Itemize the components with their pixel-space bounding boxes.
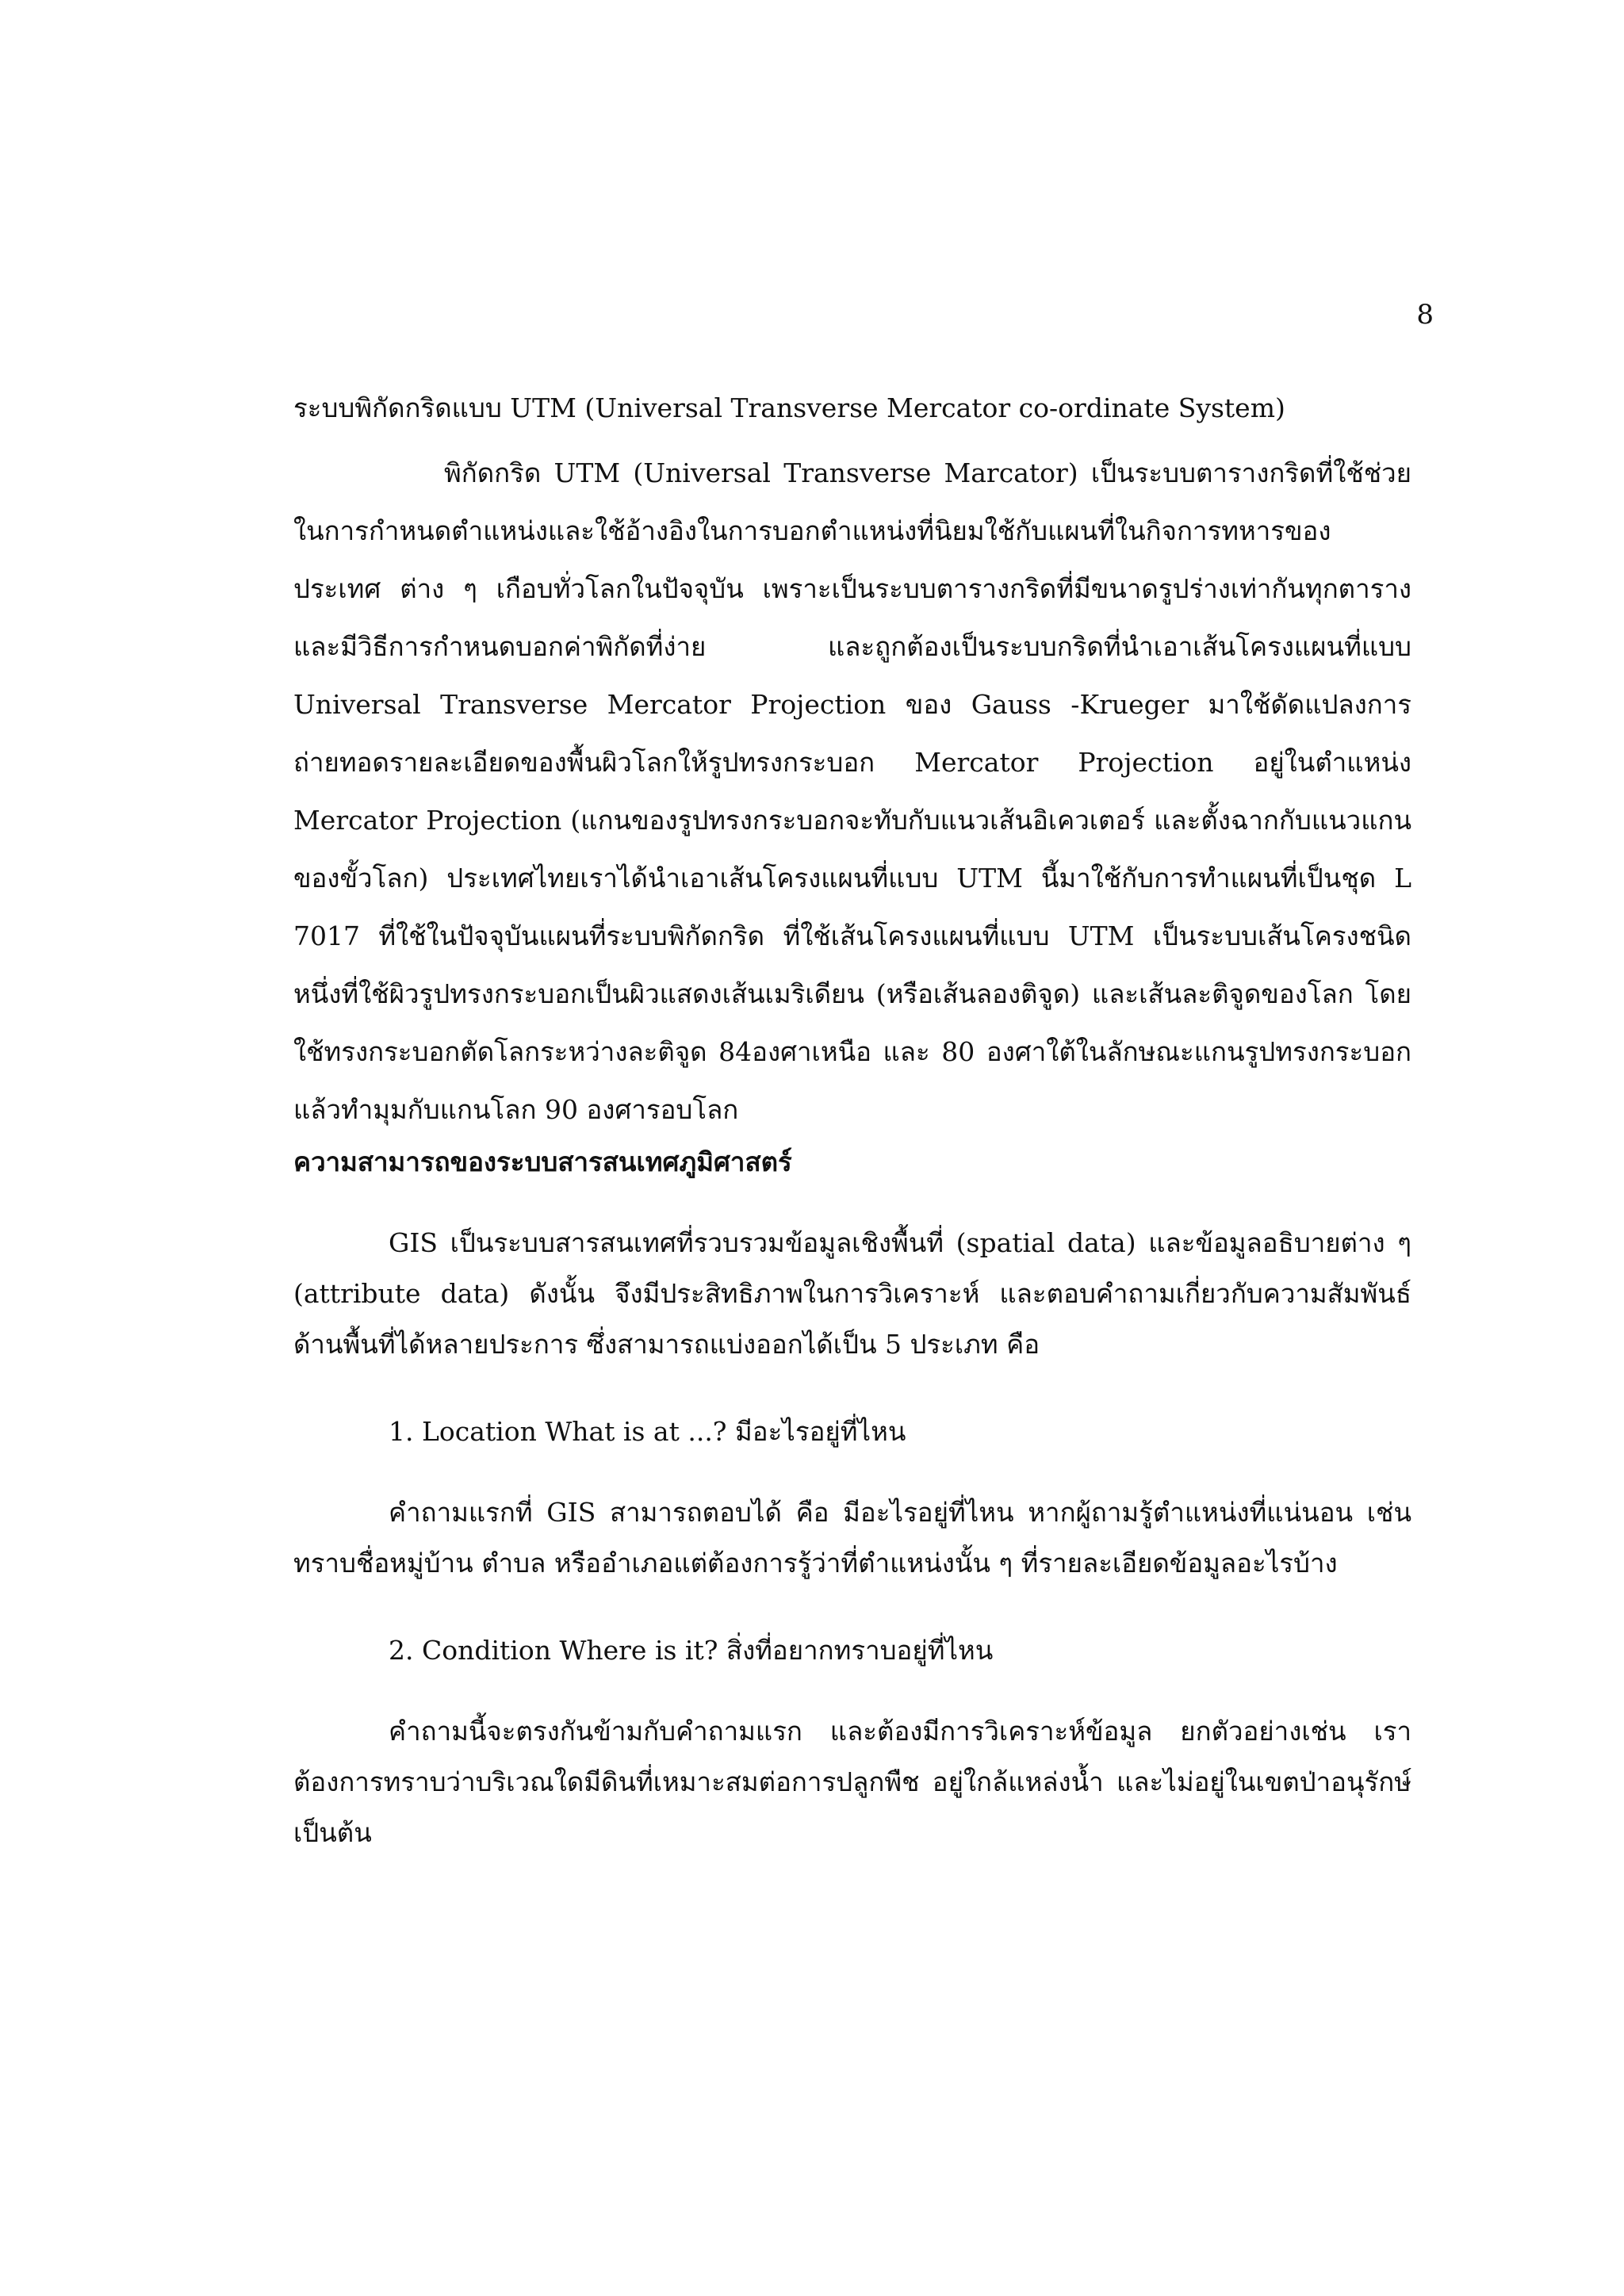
item-2-heading: 2. Condition Where is it? สิ่งที่อยากทราบอยู่ที่ไหน: [389, 1635, 994, 1666]
utm-section-title: ระบบพิกัดกริดแบบ UTM (Universal Transverse Mercator co-ordinate System): [293, 392, 1285, 423]
gis-section-title: ความสามารถของระบบสารสนเทศภูมิศาสตร์: [293, 1146, 792, 1177]
page-content: [293, 373, 1411, 1858]
gis-intro-paragraph: GIS เป็นระบบสารสนเทศที่รวบรวมข้อมูลเชิงพื้นที่ (spatial data) และข้อมูลอธิบายต่าง ๆ (attribute data) ดังนั้น จึงมีประสิทธิภาพในการวิเคราะห์ และตอบคำถามเกี่ยวกับความสัมพันธ์ด้านพื้นที่ได้หลายประการ ซึ่งสามารถแบ่งออกได้เป็น 5 ประเภท คือ: [293, 1227, 1411, 1360]
item-1-body: คำถามแรกที่ GIS สามารถตอบได้ คือ มีอะไรอยู่ที่ไหน หากผู้ถามรู้ตำแหน่งที่แน่นอน เช่น ทราบชื่อหมู่บ้าน ตำบล หรืออำเภอแต่ต้องการรู้ว่าที่ตำแหน่งนั้น ๆ ที่รายละเอียดข้อมูลอะไรบ้าง: [293, 1497, 1411, 1578]
utm-section: [293, 373, 1411, 444]
item-1-heading: 1. Location What is at ...? มีอะไรอยู่ที่ไหน: [389, 1416, 906, 1447]
utm-paragraph: พิกัดกริด UTM (Universal Transverse Marcator) เป็นระบบตารางกริดที่ใช้ช่วยในการกำหนดตำแหน่งและใช้อ้างอิงในการบอกตำแหน่งที่นิยมใช้กับแผนที่ในกิจการทหารของประเทศ ต่าง ๆ เกือบทั่วโลกในปัจจุบัน เพราะเป็นระบบตารางกริดที่มีขนาดรูปร่างเท่ากันทุกตารางและมีวิธีการกำหนดบอกค่าพิกัดที่ง่าย และถูกต้องเป็นระบบกริดที่นำเอาเส้นโครงแผนที่แบบ Universal Transverse Mercator Projection ของ Gauss -Krueger มาใช้ดัดแปลงการถ่ายทอดรายละเอียดของพื้นผิวโลกให้รูปทรงกระบอก Mercator Projection อยู่ในตำแหน่ง Mercator Projection (แกนของรูปทรงกระบอกจะทับกับแนวเส้นอิเควเตอร์ และตั้งฉากกับแนวแกนของขั้วโลก) ประเทศไทยเราได้นำเอาเส้นโครงแผนที่แบบ UTM นี้มาใช้กับการทำแผนที่เป็นชุด L 7017 ที่ใช้ในปัจจุบันแผนที่ระบบพิกัดกริด ที่ใช้เส้นโครงแผนที่แบบ UTM เป็นระบบเส้นโครงชนิดหนึ่งที่ใช้ผิวรูปทรงกระบอกเป็นผิวแสดงเส้นเมริเดียน (หรือเส้นลองติจูด) และเส้นละติจูดของโลก โดยใช้ทรงกระบอกตัดโลกระหว่างละติจูด 84องศาเหนือ และ 80 องศาใต้ในลักษณะแกนรูปทรงกระบอกแล้วทำมุมกับแกนโลก 90 องศารอบโลก: [293, 457, 1411, 1125]
item-2-body: คำถามนี้จะตรงกันข้ามกับคำถามแรก และต้องมีการวิเคราะห์ข้อมูล ยกตัวอย่างเช่น เราต้องการทราบว่าบริเวณใดมีดินที่เหมาะสมต่อการปลูกพืช อยู่ใกล้แหล่งน้ำ และไม่อยู่ในเขตป่าอนุรักษ์ เป็นต้น: [293, 1716, 1411, 1848]
page-number: 8: [1416, 299, 1434, 331]
